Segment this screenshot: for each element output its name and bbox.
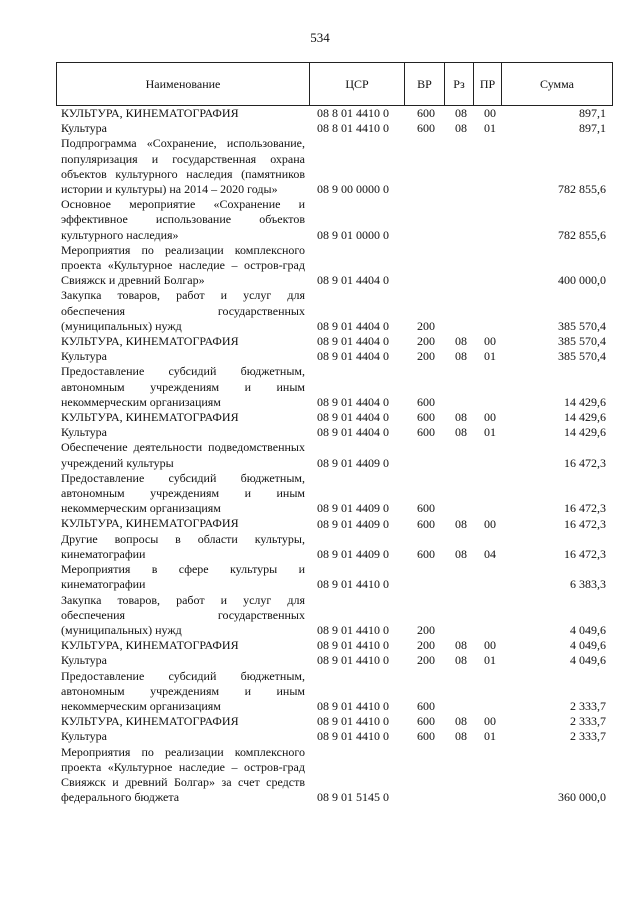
row-csr: 08 9 01 4410 0 (317, 653, 389, 668)
row-sum: 16 472,3 (564, 455, 606, 470)
row-values (56, 699, 612, 714)
row-sum: 782 855,6 (558, 227, 606, 242)
row-rz: 08 (455, 410, 467, 425)
row-csr: 08 9 01 4409 0 (317, 546, 389, 561)
row-csr: 08 9 01 4410 0 (317, 698, 389, 713)
row-values (56, 349, 612, 364)
row-csr: 08 9 01 4410 0 (317, 622, 389, 637)
table-row (56, 197, 612, 243)
row-name: КУЛЬТУРА, КИНЕМАТОГРАФИЯ (61, 334, 239, 349)
row-name: Мероприятия по реализации комплексного проекта «Культурное наследие – остров-град Свияжск и древний Болгар» (61, 242, 305, 288)
row-vr: 600 (417, 425, 435, 440)
row-rz: 08 (455, 546, 467, 561)
row-sum: 16 472,3 (564, 546, 606, 561)
row-vr: 600 (417, 394, 435, 409)
row-vr: 600 (417, 698, 435, 713)
row-name: Предоставление субсидий бюджетным, автономным учреждениям и иным некоммерческим организациям (61, 470, 305, 516)
row-pr: 00 (484, 638, 496, 653)
row-rz: 08 (455, 334, 467, 349)
row-vr: 600 (417, 106, 435, 121)
row-sum: 4 049,6 (570, 622, 606, 637)
row-pr: 01 (484, 121, 496, 136)
row-name: Другие вопросы в области культуры, кинематографии (61, 531, 305, 561)
row-sum: 4 049,6 (570, 653, 606, 668)
row-vr: 600 (417, 410, 435, 425)
row-pr: 01 (484, 349, 496, 364)
table-row (56, 121, 612, 136)
row-sum: 16 472,3 (564, 516, 606, 531)
column-header-sum: Сумма (502, 63, 613, 106)
row-vr: 600 (417, 546, 435, 561)
row-values (56, 638, 612, 653)
row-values (56, 334, 612, 349)
table-row (56, 471, 612, 517)
row-values (56, 623, 612, 638)
row-values (56, 106, 612, 121)
row-rz: 08 (455, 516, 467, 531)
row-pr: 00 (484, 714, 496, 729)
row-sum: 14 429,6 (564, 425, 606, 440)
row-pr: 01 (484, 729, 496, 744)
row-sum: 14 429,6 (564, 410, 606, 425)
row-vr: 200 (417, 653, 435, 668)
row-csr: 08 9 01 4404 0 (317, 394, 389, 409)
table-row (56, 516, 612, 531)
row-sum: 385 570,4 (558, 334, 606, 349)
row-vr: 200 (417, 622, 435, 637)
row-values (56, 395, 612, 410)
row-name: Закупка товаров, работ и услуг для обеспечения государственных (муниципальных) нужд (61, 288, 305, 333)
table-row (56, 729, 612, 744)
row-csr: 08 9 01 4410 0 (317, 638, 389, 653)
row-name: КУЛЬТУРА, КИНЕМАТОГРАФИЯ (61, 638, 239, 653)
row-rz: 08 (455, 714, 467, 729)
column-header-rz: Рз (445, 63, 474, 106)
row-name: Основное мероприятие «Сохранение и эффективное использование объектов культурного наследия» (61, 197, 305, 242)
row-values (56, 182, 612, 197)
row-name: Предоставление субсидий бюджетным, автономным учреждениям и иным некоммерческим организациям (61, 364, 305, 409)
row-pr: 01 (484, 653, 496, 668)
row-name: Культура (61, 349, 107, 364)
row-name: КУЛЬТУРА, КИНЕМАТОГРАФИЯ (61, 714, 239, 729)
row-sum: 360 000,0 (558, 790, 606, 805)
row-name: Закупка товаров, работ и услуг для обеспечения государственных (муниципальных) нужд (61, 592, 305, 637)
table-row (56, 288, 612, 334)
table-row (56, 714, 612, 729)
table-row (56, 593, 612, 639)
row-csr: 08 9 01 5145 0 (317, 790, 389, 805)
row-vr: 600 (417, 501, 435, 516)
row-pr: 01 (484, 425, 496, 440)
column-header-csr: ЦСР (310, 63, 405, 106)
row-sum: 400 000,0 (558, 273, 606, 288)
row-vr: 200 (417, 318, 435, 333)
row-sum: 2 333,7 (570, 698, 606, 713)
row-values (56, 121, 612, 136)
row-csr: 08 9 01 4404 0 (317, 349, 389, 364)
row-pr: 04 (484, 546, 496, 561)
row-csr: 08 9 01 0000 0 (317, 227, 389, 242)
row-name: КУЛЬТУРА, КИНЕМАТОГРАФИЯ (61, 410, 239, 425)
row-sum: 16 472,3 (564, 501, 606, 516)
table-row (56, 638, 612, 653)
row-pr: 00 (484, 516, 496, 531)
row-vr: 200 (417, 349, 435, 364)
row-values (56, 547, 612, 562)
row-sum: 2 333,7 (570, 714, 606, 729)
row-rz: 08 (455, 638, 467, 653)
table-header (56, 62, 613, 106)
table-row (56, 425, 612, 440)
row-name: Обеспечение деятельности подведомственных учреждений культуры (61, 440, 305, 470)
row-rz: 08 (455, 653, 467, 668)
column-header-vr: ВР (405, 63, 445, 106)
row-csr: 08 8 01 4410 0 (317, 121, 389, 136)
table-row (56, 349, 612, 364)
row-name: КУЛЬТУРА, КИНЕМАТОГРАФИЯ (61, 516, 239, 531)
row-pr: 00 (484, 334, 496, 349)
table-row (56, 136, 612, 197)
row-values (56, 410, 612, 425)
row-csr: 08 9 00 0000 0 (317, 182, 389, 197)
row-sum: 782 855,6 (558, 182, 606, 197)
row-rz: 08 (455, 106, 467, 121)
row-name: Культура (61, 121, 107, 136)
row-values (56, 456, 612, 471)
table-body (56, 106, 612, 805)
row-vr: 200 (417, 638, 435, 653)
row-vr: 600 (417, 516, 435, 531)
table-row (56, 410, 612, 425)
row-name: Культура (61, 425, 107, 440)
row-values (56, 729, 612, 744)
row-csr: 08 9 01 4404 0 (317, 410, 389, 425)
row-values (56, 517, 612, 532)
row-csr: 08 9 01 4409 0 (317, 455, 389, 470)
row-sum: 897,1 (579, 106, 606, 121)
row-csr: 08 9 01 4404 0 (317, 334, 389, 349)
row-pr: 00 (484, 106, 496, 121)
row-vr: 600 (417, 729, 435, 744)
row-name: Предоставление субсидий бюджетным, автономным учреждениям и иным некоммерческим организациям (61, 668, 305, 713)
row-values (56, 273, 612, 288)
row-vr: 600 (417, 121, 435, 136)
table-row (56, 532, 612, 562)
row-name: Культура (61, 729, 107, 744)
row-rz: 08 (455, 349, 467, 364)
row-csr: 08 9 01 4410 0 (317, 577, 389, 592)
row-sum: 4 049,6 (570, 638, 606, 653)
row-csr: 08 9 01 4404 0 (317, 425, 389, 440)
row-csr: 08 9 01 4409 0 (317, 516, 389, 531)
table-row (56, 669, 612, 715)
row-rz: 08 (455, 729, 467, 744)
row-values (56, 228, 612, 243)
table-row (56, 334, 612, 349)
row-rz: 08 (455, 121, 467, 136)
row-csr: 08 9 01 4410 0 (317, 714, 389, 729)
row-sum: 6 383,3 (570, 577, 606, 592)
table-row (56, 440, 612, 470)
row-sum: 897,1 (579, 121, 606, 136)
row-values (56, 577, 612, 592)
table-row (56, 745, 612, 806)
table-row (56, 106, 612, 121)
row-name: Мероприятия в сфере культуры и кинематографии (61, 562, 305, 592)
table-row (56, 562, 612, 592)
row-sum: 2 333,7 (570, 729, 606, 744)
row-vr: 200 (417, 334, 435, 349)
row-pr: 00 (484, 410, 496, 425)
row-rz: 08 (455, 425, 467, 440)
column-header-name: Наименование (57, 63, 310, 106)
row-csr: 08 9 01 4409 0 (317, 501, 389, 516)
row-sum: 14 429,6 (564, 394, 606, 409)
row-name: КУЛЬТУРА, КИНЕМАТОГРАФИЯ (61, 106, 239, 120)
row-values (56, 653, 612, 668)
row-values (56, 319, 612, 334)
table-row (56, 653, 612, 668)
table-row (56, 364, 612, 410)
column-header-pr: ПР (474, 63, 502, 106)
row-name: Мероприятия по реализации комплексного проекта «Культурное наследие – остров-град Свияжск и древний Болгар» за счет средств федерального бюджета (61, 744, 305, 805)
row-csr: 08 8 01 4410 0 (317, 106, 389, 121)
row-sum: 385 570,4 (558, 318, 606, 333)
row-name: Подпрограмма «Сохранение, использование, популяризация и государственная охрана объектов культурного наследия (памятников истории и культуры) на 2014 – 2020 годы» (61, 136, 305, 197)
table-row (56, 243, 612, 289)
row-csr: 08 9 01 4404 0 (317, 318, 389, 333)
row-values (56, 790, 612, 805)
row-sum: 385 570,4 (558, 349, 606, 364)
row-vr: 600 (417, 714, 435, 729)
row-name: Культура (61, 653, 107, 668)
row-csr: 08 9 01 4410 0 (317, 729, 389, 744)
row-values (56, 714, 612, 729)
page-number: 534 (310, 30, 330, 45)
row-csr: 08 9 01 4404 0 (317, 273, 389, 288)
row-values (56, 425, 612, 440)
row-values (56, 501, 612, 516)
